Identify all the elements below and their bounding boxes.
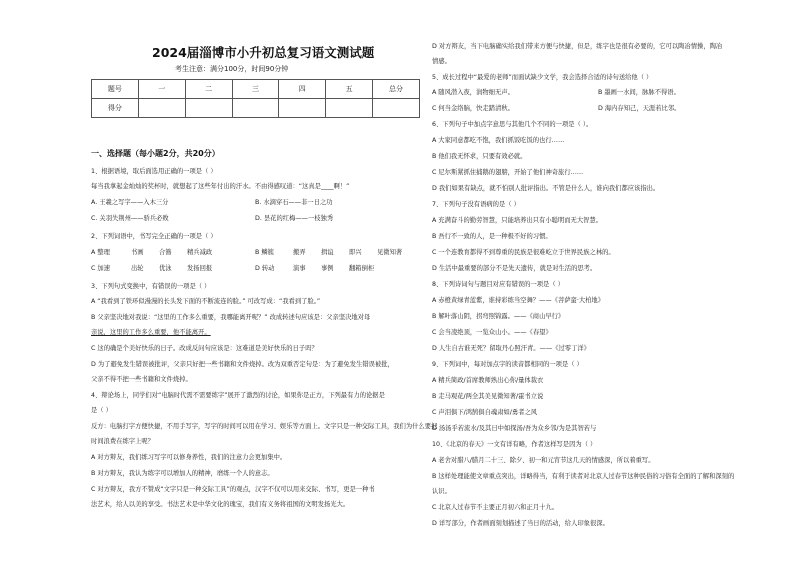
option-d-word: D 转动 [255, 265, 275, 272]
score-header-cell: 题号 [92, 80, 139, 99]
question-5-option-b: B 墨画一水间，脉脉不得语。 [598, 89, 680, 96]
question-7-option-a: A 充满奋斗的勤劳智慧，只能培养出只有小聪明而无大智慧。 [432, 217, 603, 224]
score-cell [232, 99, 279, 118]
option-c-word: C 加速 [91, 265, 110, 272]
section-heading: 一、选择题（每小题2分，共20分） [91, 149, 220, 158]
score-header-cell: 二 [185, 80, 232, 99]
question-2: 2、下列词语中，书写完全正确的一项是（ ） [91, 233, 217, 240]
question-4-option-c: C 对方辩友，我方不赞成“文字只是一种交际工具”的观点，汉字不仅可以用来交际、书写，更是一种书 [91, 486, 375, 493]
option-a-word: 合簪 [159, 249, 172, 256]
score-cell [326, 99, 373, 118]
question-9-option-a: A 精兵简政/首席教师熟出心你/量体裁衣 [432, 377, 544, 384]
score-cell [279, 99, 326, 118]
question-9-option-b: B 走马观花/两全其美见微知著/霍书立说 [432, 393, 544, 400]
option-d-word: 翻箱倒柜 [349, 265, 375, 272]
question-1: 1、根据语境，取后面选用正确的一项是（ ） [91, 168, 217, 175]
option-b-word: 即兴 [349, 249, 362, 256]
question-5: 5、成长过程中“最爱的老师”而面试缺少文学，我会选择合适的诗句送给他（ ） [432, 74, 653, 81]
question-6: 6、下列句子中加点字意思与其他几个不同的一项是（ ）。 [432, 121, 593, 128]
question-10-option-a: A 老舍对腊八/腊月二十三、除夕、初一和元宵节这几天的情感深，所以着重写。 [432, 457, 655, 464]
question-7-option-b: B 吾行不一致的人，是一种极不好的习惯。 [432, 233, 552, 240]
score-header-cell: 五 [326, 80, 373, 99]
option-a-word: 书画 [131, 249, 144, 256]
score-row-label: 得分 [92, 99, 139, 118]
question-1-option-c: C. 关羽失荆州——骄兵必败 [91, 215, 169, 222]
question-4-option-d: D 对方辩友，当下电脑确实给我们带来方便与快捷，但是，练字也是很有必要的，它可以陶冶情操，陶冶 [432, 43, 723, 50]
question-2-option-d [255, 264, 374, 273]
question-3-option-c: C 这的确是个美好快乐的日子。改成反问句应该是：这难道是美好快乐的日子吗？ [91, 345, 318, 352]
score-cell [373, 99, 420, 118]
question-6-option-b: B 他们我无怀求，只要有效必就。 [432, 153, 527, 160]
question-6-option-d: D 我们如果有缺点，就不怕别人批评指出。不管是什么人，谁向我们都应该指出。 [432, 185, 660, 192]
question-1-option-a: A. 王羲之写字——入木三分 [91, 199, 169, 206]
question-4: 4、辩论场上，同学们对“电脑时代需不需要练字”展开了激烈的讨论，如果你是正方，下列最有力的论据是 [91, 392, 385, 399]
question-2-option-b [255, 248, 402, 257]
question-3-option-a: A “我看到了铁环似漫漫的长头发下面的不断流连的脸。” 可改写成：“我看到了脸。” [91, 298, 321, 305]
score-table [91, 79, 420, 118]
exam-notice: 考生注意：满分100分，时间90分钟 [175, 65, 289, 73]
question-1-text: 每当我拿起金灿灿的奖杯时，就想起了这些年付出的汗水。不由得感叹道：“这真是____啊！” [91, 183, 350, 190]
question-10: 10、《北京的春天》一文有详有略，作者这样写是因为（ ） [432, 441, 597, 448]
option-c-word: 出轮 [131, 265, 144, 272]
question-3-option-d-cont: 父亲不得不把一些书籍和文件烧掉。 [91, 376, 192, 383]
question-4-option-b: B 对方辩友，我认为练字可以增加人的精神，磨练一个人的意志。 [91, 470, 274, 477]
question-8: 8、下列诗词句与题目对应有错误的一项是（ ） [432, 281, 564, 288]
question-8-option-b: B 解叶落山阴，拐弯照锦露。——《商山早行》 [432, 313, 565, 320]
option-b-word: 搬弄 [293, 249, 306, 256]
question-3-option-d: D 为了避免发生错误被批评，父亲只好把一些书籍和文件烧掉。改为双重否定句是：为了避免发生错误被批， [91, 361, 394, 368]
option-c-word: 发扬回报 [187, 265, 213, 272]
question-1-option-d: D. 昙花的红梅——一枝独秀 [255, 215, 334, 222]
option-d-word: 演事 [293, 265, 306, 272]
option-b-word: 见微知著 [377, 249, 403, 256]
question-10-option-b: B 这样处理能使文章重点突出，详略得当，有利于读者对北京人过春节这种民俗的习俗有全面的了解和深刻的 [432, 473, 735, 480]
option-b-word: B 鳞簇 [255, 249, 274, 256]
question-2-option-a [91, 248, 212, 257]
question-9: 9、下列词中，每对加点字的读音都相同的一项是（ ） [432, 361, 583, 368]
question-4-option-c-cont: 法艺术，给人以美的享受。书法艺术是中华文化的瑰宝，我们有义务将祖国的文明发扬光大。 [91, 501, 350, 508]
option-b-word: 揖谊 [321, 249, 334, 256]
question-5-option-c: C 何当金络脑，快走踏清秋。 [432, 105, 514, 112]
question-4-option-a: A 对方辩友，我们练习写字可以修身养性，我们的注意力会更加集中。 [91, 454, 287, 461]
question-2-option-c [91, 264, 212, 273]
option-a-word: 精兵减政 [187, 249, 213, 256]
score-header-cell: 三 [232, 80, 279, 99]
question-6-option-c: C 尼尔斯紧抓住捕鹅的翅膀，开始了他们神奇旅行…… [432, 169, 584, 176]
question-9-option-c: C 声泪俱下/鸿鹄俱自魂肃如/勇者之风 [432, 409, 538, 416]
question-7: 7、下列句子没有语病的是（ ） [432, 201, 520, 208]
question-3: 3、下列句式变换中，有错误的一项是（ ） [91, 283, 211, 290]
question-5-option-d: D 海内存知己，天涯若比邻。 [598, 105, 681, 112]
question-7-option-d: D 生活中最重要的部分不是先天遗传，就是对生活的思考。 [432, 265, 597, 272]
page-title: 2024届淄博市小升初总复习语文测试题 [152, 45, 375, 60]
question-8-option-c: C 会当凌绝顶，一览众山小。——《春望》 [432, 329, 552, 336]
option-c-word: 优泳 [159, 265, 172, 272]
option-a-word: A 整理 [91, 249, 110, 256]
question-3-option-b: B 父亲坚决地对我说：“这里的工作多么重要，我哪能离开呢？” 改成转述句应该是：父亲坚决地对母 [91, 314, 371, 321]
question-3-option-b-cont: 亲说，这里的工作多么重要，他不能离开。 [91, 329, 211, 336]
option-d-word: 事例 [321, 265, 334, 272]
score-cell [138, 99, 185, 118]
question-4-text: 反方：电脑打字方便快捷，不用手写字，写字的时间可以用在学习、娱乐等方面上。文字只是一种交际工具，我们为什么要把 [91, 423, 438, 430]
question-4-option-d-cont: 情感。 [432, 58, 451, 65]
question-5-option-a: A 随风潜入夜，润物细无声。 [432, 89, 514, 96]
score-header-cell: 总分 [373, 80, 420, 99]
question-10-option-d: D 详写部分，作者画面刻划描述了当日的活动，给人印象很深。 [432, 520, 609, 527]
score-header-cell: 四 [279, 80, 326, 99]
question-1-option-b: B. 水滴穿石——非一日之功 [255, 199, 333, 206]
score-table-header-row [92, 80, 420, 99]
question-8-option-a: A 赤橙黄绿青蓝紫，谁持彩练当空舞？——《菩萨蛮·大柏地》 [432, 297, 605, 304]
question-7-option-c: C 一个连教育都得不到尊重的民族是很难屹立于世界民族之林的。 [432, 249, 615, 256]
question-9-option-d: D 汤汤乎若流水/及其日中如探汤/吾为众乡邻/为是其智若与 [432, 425, 597, 432]
score-header-cell: 一 [138, 80, 185, 99]
question-4-text-cont: 时间浪费在练字上呢？ [91, 438, 154, 445]
score-table-score-row [92, 99, 420, 118]
question-10-option-c: C 北京人过春节不主要正月初六和正月十九。 [432, 504, 559, 511]
question-6-option-a: A 大家同意都吃不饱，我们抓饭吃饭的也行…… [432, 137, 565, 144]
question-8-option-d: D 人生自古谁无死？留取丹心照汗青。——《过零丁洋》 [432, 345, 590, 352]
question-4-cont: 是（ ） [91, 407, 112, 414]
question-10-option-b-cont: 认识。 [432, 488, 451, 495]
score-cell [185, 99, 232, 118]
